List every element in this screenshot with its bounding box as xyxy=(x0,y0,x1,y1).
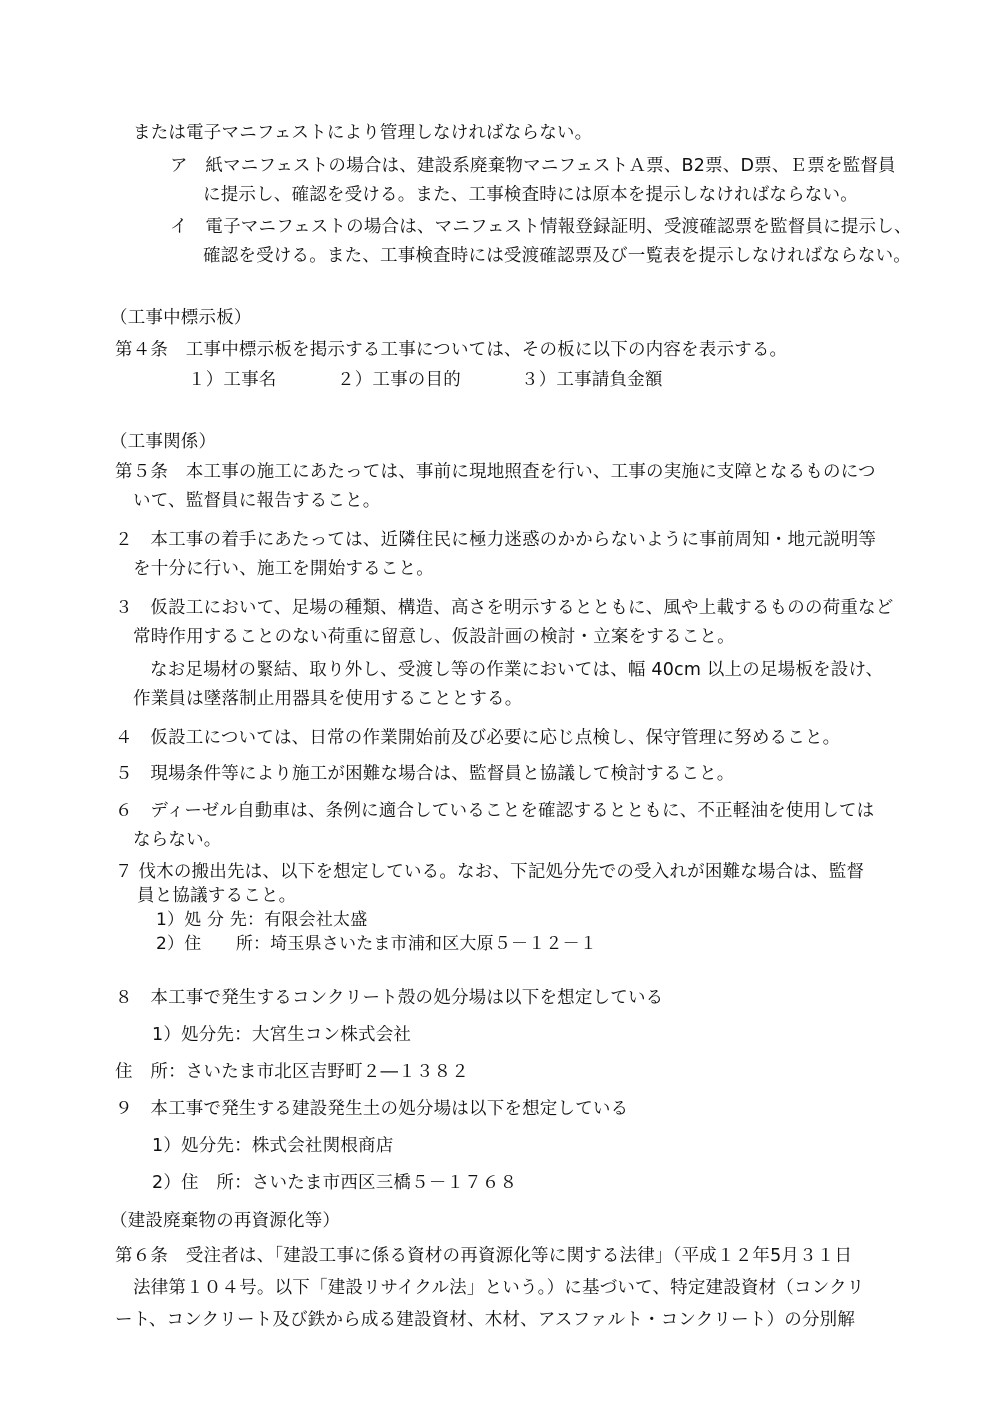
article4-item-1: １）工事名 xyxy=(188,370,277,390)
article6-line3: ート、コンクリート及び鉄から成る建設資材、木材、アスファルト・コンクリート）の分別解 xyxy=(115,1310,856,1330)
article5-p3-line1: ３ 仮設工において、足場の種類、構造、高さを明示するとともに、風や上載するものの荷重など xyxy=(115,598,894,618)
article5-p1-line2: いて、監督員に報告すること。 xyxy=(133,491,381,511)
article5-p7-line2: 員と協議すること。 xyxy=(137,886,297,906)
article6-heading: （建設廃棄物の再資源化等） xyxy=(110,1211,341,1231)
article5-p7-line1: ７ 伐木の搬出先は、以下を想定している。なお、下記処分先での受入れが困難な場合は、監督 xyxy=(115,862,865,882)
manifest-item-i-line1: イ 電子マニフェストの場合は、マニフェスト情報登録証明、受渡確認票を監督員に提示し、 xyxy=(170,217,912,237)
article5-p7-item-1: 1）処 分 先：有限会社太盛 xyxy=(156,910,368,930)
article5-p1-line1: 第５条 本工事の施工にあたっては、事前に現地照査を行い、工事の実施に支障となるものにつ xyxy=(115,462,876,482)
article5-p2-line1: ２ 本工事の着手にあたっては、近隣住民に極力迷惑のかからないように事前周知・地元説明等 xyxy=(115,530,877,550)
article4-heading: （工事中標示板） xyxy=(110,308,252,328)
article4-item-3: ３）工事請負金額 xyxy=(521,370,663,390)
article4-text: 第４条 工事中標示板を掲示する工事については、その板に以下の内容を表示する。 xyxy=(115,340,788,360)
article5-p9-item-1: 1）処分先：株式会社関根商店 xyxy=(152,1136,394,1156)
article5-p6-line1: ６ ディーゼル自動車は、条例に適合していることを確認するとともに、不正軽油を使用しては xyxy=(115,801,875,821)
article5-p8-address: 住 所：さいたま市北区吉野町２―１３８２ xyxy=(115,1062,469,1082)
article5-p4: ４ 仮設工については、日常の作業開始前及び必要に応じ点検し、保守管理に努めること。 xyxy=(115,728,841,748)
article5-p9: ９ 本工事で発生する建設発生土の処分場は以下を想定している xyxy=(115,1099,629,1119)
article6-line1: 第６条 受注者は、「建設工事に係る資材の再資源化等に関する法律」（平成１２年5月３１日 xyxy=(115,1246,853,1266)
article5-heading: （工事関係） xyxy=(110,432,217,452)
article5-p3-line2: 常時作用することのない荷重に留意し、仮設計画の検討・立案をすること。 xyxy=(133,627,735,647)
article5-p7-item-2: 2）住 所：埼玉県さいたま市浦和区大原５－１２－１ xyxy=(156,934,598,954)
article5-p9-item-2: 2）住 所：さいたま市西区三橋５－１７６８ xyxy=(152,1173,518,1193)
article5-p3-line3: なお足場材の緊結、取り外し、受渡し等の作業においては、幅 40cm 以上の足場板を設け、 xyxy=(150,660,884,680)
article5-p2-line2: を十分に行い、施工を開始すること。 xyxy=(133,559,434,579)
manifest-item-a-line1: ア 紙マニフェストの場合は、建設系廃棄物マニフェストＡ票、B2票、D票、Ｅ票を監督員 xyxy=(170,156,896,176)
article5-p3-line4: 作業員は墜落制止用器具を使用することとする。 xyxy=(133,689,523,709)
article5-p8-item-1: 1）処分先：大宮生コン株式会社 xyxy=(152,1025,412,1045)
manifest-item-i-line2: 確認を受ける。また、工事検査時には受渡確認票及び一覧表を提示しなければならない。 xyxy=(203,246,911,266)
manifest-intro: または電子マニフェストにより管理しなければならない。 xyxy=(133,123,593,143)
article4-item-2: ２）工事の目的 xyxy=(337,370,461,390)
article5-p6-line2: ならない。 xyxy=(133,830,222,850)
article5-p5: ５ 現場条件等により施工が困難な場合は、監督員と協議して検討すること。 xyxy=(115,764,735,784)
manifest-item-a-line2: に提示し、確認を受ける。また、工事検査時には原本を提示しなければならない。 xyxy=(203,185,858,205)
article5-p8: ８ 本工事で発生するコンクリート殻の処分場は以下を想定している xyxy=(115,988,664,1008)
article6-line2: 法律第１０４号。以下「建設リサイクル法」という。）に基づいて、特定建設資材（コンクリ xyxy=(133,1278,865,1298)
